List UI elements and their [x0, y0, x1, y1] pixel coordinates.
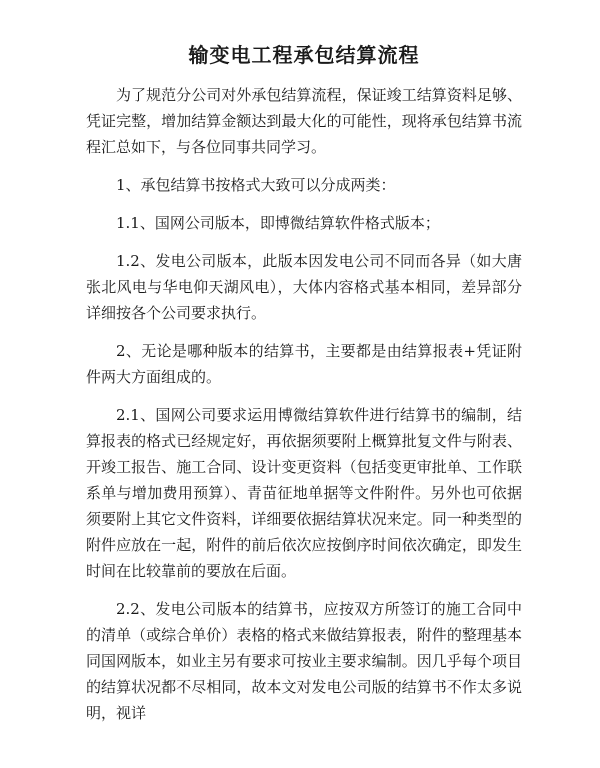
document-title: 输变电工程承包结算流程 [188, 43, 420, 67]
paragraph-section-1-1: 1.1、国网公司版本，即博微结算软件格式版本； [116, 214, 440, 232]
paragraph-section-2-1: 2.1、国网公司要求运用博微结算软件进行结算书的编制，结算报表的格式已经规定好，再依据须要附上概算批复文件与附表、开竣工报告、施工合同、设计变更资料（包括变更审批单、工作联系单与增加费用预算）、青苗征地单据等文件附件。另外也可依据须要附上其它文件资料，详细要依据结算状况来定。同一种类型的附件应放在一起，附件的前后依次应按倒序时间依次确定，即发生时间在比较靠前的要放在后面。 [86, 406, 522, 580]
document-body [86, 82, 522, 726]
paragraph-section-2-2: 2.2、发电公司版本的结算书，应按双方所签订的施工合同中的清单（或综合单价）表格的格式来做结算报表，附件的整理基本同国网版本，如业主另有要求可按业主要求编制。因几乎每个项目的结算状况都不尽相同，故本文对发电公司版的结算书不作太多说明，视详 [86, 600, 522, 722]
paragraph-section-1-2: 1.2、发电公司版本，此版本因发电公司不同而各异（如大唐张北风电与华电仰天湖风电），大体内容格式基本相同，差异部分详细按各个公司要求执行。 [86, 252, 522, 322]
paragraph-section-2: 2、无论是哪种版本的结算书，主要都是由结算报表+凭证附件两大方面组成的。 [86, 342, 522, 386]
paragraph-section-1: 1、承包结算书按格式大致可以分成两类： [116, 176, 396, 194]
paragraph-intro: 为了规范分公司对外承包结算流程，保证竣工结算资料足够、凭证完整，增加结算金额达到最大化的可能性，现将承包结算书流程汇总如下，与各位同事共同学习。 [86, 86, 522, 156]
